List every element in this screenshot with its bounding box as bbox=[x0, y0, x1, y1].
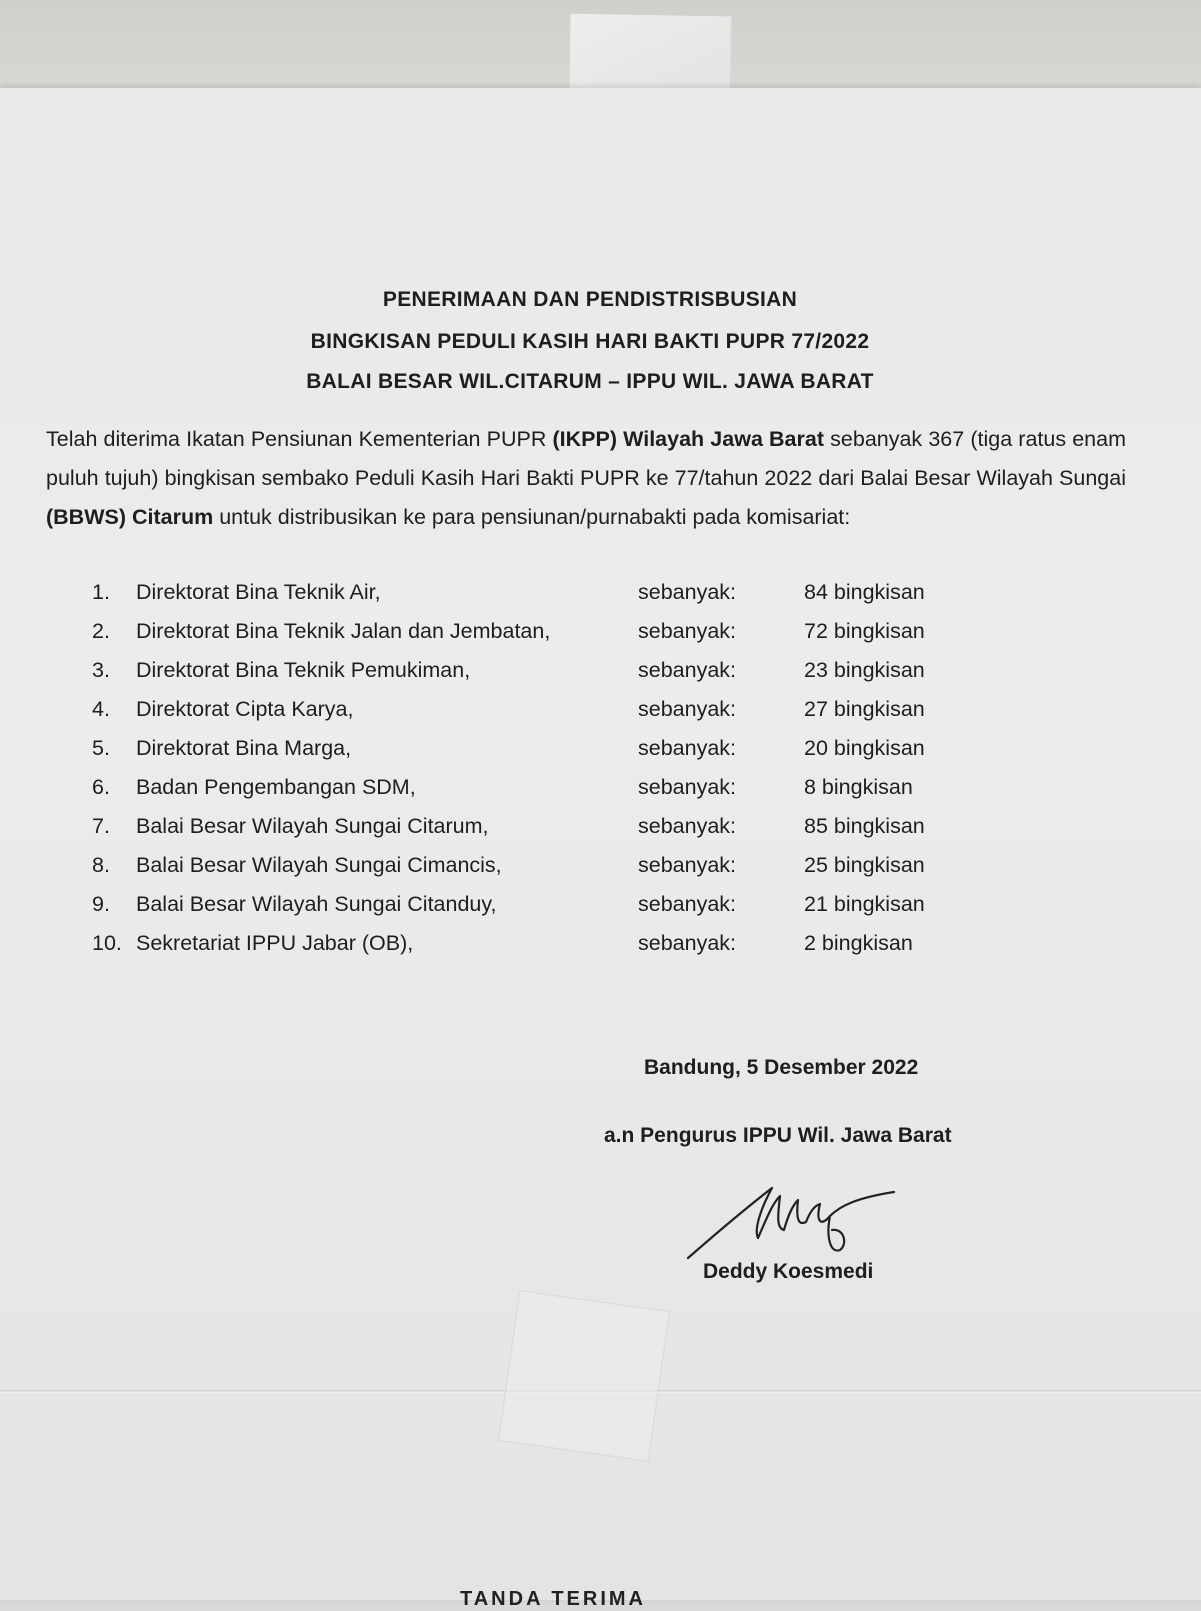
item-quantity-label: sebanyak: bbox=[638, 619, 737, 643]
item-quantity-label: sebanyak: bbox=[638, 658, 737, 682]
item-quantity: 21 bingkisan bbox=[804, 892, 925, 916]
item-name: Balai Besar Wilayah Sungai Citanduy, bbox=[136, 892, 497, 916]
list-item bbox=[92, 619, 992, 658]
item-quantity-label: sebanyak: bbox=[638, 892, 737, 916]
list-item bbox=[92, 892, 992, 931]
intro-bold-1: (IKPP) Wilayah Jawa Barat bbox=[552, 427, 825, 451]
intro-bold-2: (BBWS) Citarum bbox=[46, 505, 214, 529]
item-number: 4. bbox=[92, 697, 110, 721]
item-number: 2. bbox=[92, 619, 110, 643]
title-line-2: BINGKISAN PEDULI KASIH HARI BAKTI PUPR 77/2022 bbox=[310, 330, 870, 353]
item-name: Sekretariat IPPU Jabar (OB), bbox=[136, 931, 414, 955]
adhesive-tape-bottom bbox=[498, 1290, 670, 1462]
signer-name: Deddy Koesmedi bbox=[703, 1260, 874, 1283]
item-name: Direktorat Cipta Karya, bbox=[136, 697, 354, 721]
item-number: 9. bbox=[92, 892, 110, 916]
item-quantity: 20 bingkisan bbox=[804, 736, 925, 760]
item-quantity: 23 bingkisan bbox=[804, 658, 925, 682]
intro-paragraph bbox=[46, 420, 1126, 537]
list-item bbox=[92, 736, 992, 775]
item-quantity: 8 bingkisan bbox=[804, 775, 913, 799]
distribution-list bbox=[92, 580, 992, 970]
item-quantity-label: sebanyak: bbox=[638, 853, 737, 877]
item-name: Badan Pengembangan SDM, bbox=[136, 775, 416, 799]
item-quantity: 25 bingkisan bbox=[804, 853, 925, 877]
item-number: 6. bbox=[92, 775, 110, 799]
item-number: 1. bbox=[92, 580, 110, 604]
item-name: Balai Besar Wilayah Sungai Cimancis, bbox=[136, 853, 502, 877]
item-quantity: 2 bingkisan bbox=[804, 931, 913, 955]
item-quantity-label: sebanyak: bbox=[638, 775, 737, 799]
item-quantity: 72 bingkisan bbox=[804, 619, 925, 643]
item-number: 3. bbox=[92, 658, 110, 682]
intro-text-1: Telah diterima Ikatan Pensiunan Kementerian PUPR bbox=[46, 427, 553, 451]
item-name: Direktorat Bina Teknik Jalan dan Jembatan, bbox=[136, 619, 551, 643]
title-line-3: BALAI BESAR WIL.CITARUM – IPPU WIL. JAWA BARAT bbox=[306, 370, 874, 393]
item-number: 7. bbox=[92, 814, 110, 838]
list-item bbox=[92, 775, 992, 814]
list-item bbox=[92, 697, 992, 736]
item-quantity-label: sebanyak: bbox=[638, 814, 737, 838]
title-line-1: PENERIMAAN DAN PENDISTRISBUSIAN bbox=[382, 288, 798, 311]
list-item bbox=[92, 931, 992, 970]
item-name: Balai Besar Wilayah Sungai Citarum, bbox=[136, 814, 489, 838]
intro-text-2: sebanyak 367 (tiga ratus enam puluh tujuh) bingkisan sembako Peduli Kasih Hari Bakti PUPR ke 77/tahun 2022 dari Balai Besar Wilayah Sungai bbox=[46, 427, 1126, 490]
item-name: Direktorat Bina Marga, bbox=[136, 736, 352, 760]
item-quantity: 84 bingkisan bbox=[804, 580, 925, 604]
place-date: Bandung, 5 Desember 2022 bbox=[644, 1056, 919, 1079]
item-quantity-label: sebanyak: bbox=[638, 697, 737, 721]
list-item bbox=[92, 853, 992, 892]
intro-text-3: untuk distribusikan ke para pensiunan/purnabakti pada komisariat: bbox=[213, 505, 851, 529]
list-item bbox=[92, 580, 992, 619]
item-name: Direktorat Bina Teknik Air, bbox=[136, 580, 381, 604]
item-quantity: 27 bingkisan bbox=[804, 697, 925, 721]
on-behalf-line: a.n Pengurus IPPU Wil. Jawa Barat bbox=[604, 1124, 952, 1147]
item-quantity: 85 bingkisan bbox=[804, 814, 925, 838]
item-name: Direktorat Bina Teknik Pemukiman, bbox=[136, 658, 471, 682]
list-item bbox=[92, 658, 992, 697]
item-number: 8. bbox=[92, 853, 110, 877]
list-item bbox=[92, 814, 992, 853]
item-number: 5. bbox=[92, 736, 110, 760]
item-quantity-label: sebanyak: bbox=[638, 580, 737, 604]
item-quantity-label: sebanyak: bbox=[638, 736, 737, 760]
cut-off-heading: TANDA TERIMA bbox=[460, 1588, 646, 1610]
item-number: 10. bbox=[92, 931, 122, 955]
item-quantity-label: sebanyak: bbox=[638, 931, 737, 955]
